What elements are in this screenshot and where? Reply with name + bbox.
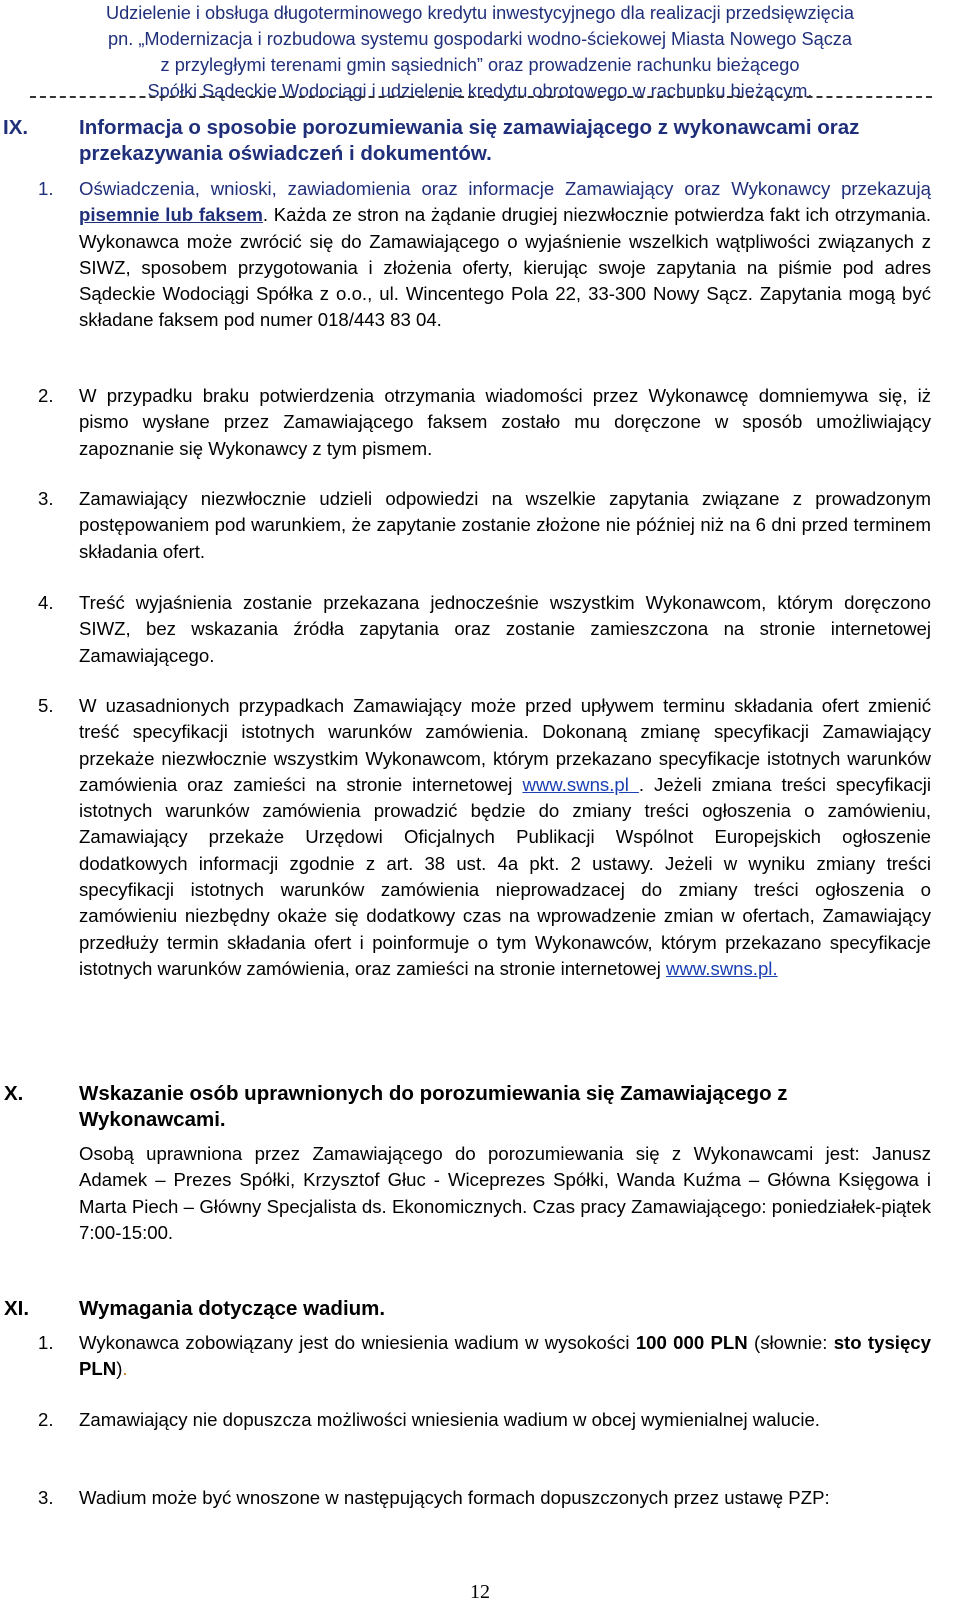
section-ix-number: IX. bbox=[3, 116, 29, 139]
ix-item-5-part-b: . Jeżeli zmiana treści specyfikacji istotnych warunków zamówienia prowadzić będzie do zmiany treści ogłoszenia o zamówieniu, Zamawiający przekaże Urzędowi Oficjalnych Publikacji Wspólnot Europejskich ogłoszenie dodatkowych informacji zgodnie z art. 38 ust. 4a pkt. 2 ustawy. Jeżeli w wyniku zmiany treści specyfikacji istotnych warunków zamówienia nieprowadzacej do zmiany treści ogłoszenia o zamówieniu niezbędny okaże się dodatkowy czas na wprowadzenie zmian w ofertach, Zamawiający przedłuży termin składania ofert i poinformuje o tym Wykonawców, którym przekazano specyfikacje istotnych warunków zamówienia, oraz zamieści na stronie internetowej bbox=[79, 773, 932, 979]
ix-item-3-text: Zamawiający niezwłocznie udzieli odpowiedzi na wszelkie zapytania związane z prowadzonym postępowaniem pod warunkiem, że zapytanie zostanie złożone nie później niż na 6 dni przed terminem składania ofert. bbox=[79, 488, 931, 562]
xi-item-1-number: 1. bbox=[38, 1332, 54, 1353]
document-header bbox=[0, 0, 960, 104]
section-x-number: X. bbox=[4, 1082, 24, 1105]
xi-item-2-number: 2. bbox=[38, 1409, 54, 1430]
ix-item-2-text: W przypadku braku potwierdzenia otrzymania wiadomości przez Wykonawcę domniemywa się, iż pismo wysłane przez Zamawiającego faksem zostało mu doręczone w sposób umożliwiający zapoznanie się Wykonawcy z tym pismem. bbox=[79, 385, 931, 459]
section-xi-number: XI. bbox=[4, 1297, 30, 1320]
xi-item-1-text bbox=[79, 1330, 931, 1383]
ix-item-5-number: 5. bbox=[38, 695, 54, 716]
ix-item-3-number: 3. bbox=[38, 488, 54, 509]
wadium-amount-words: sto tysięcy PLN bbox=[79, 1332, 931, 1380]
xi-item-1-part-c: (słownie: bbox=[747, 1332, 834, 1353]
swns-link-1[interactable]: www.swns.pl bbox=[522, 773, 639, 795]
ix-item-5-text bbox=[79, 693, 931, 982]
page-number: 12 bbox=[470, 1581, 490, 1603]
wadium-amount: 100 000 PLN bbox=[635, 1332, 748, 1353]
header-line-4: Spółki Sądeckie Wodociągi i udzielenie kredytu obrotowego w rachunku bieżącym. bbox=[147, 81, 813, 101]
header-line-3: z przyległymi terenami gmin sąsiednich” oraz prowadzenie rachunku bieżącego bbox=[160, 55, 800, 75]
ix-item-4-text: Treść wyjaśnienia zostanie przekazana jednocześnie wszystkim Wykonawcom, którym doręczono SIWZ, bez wskazania źródła zapytania oraz zostanie zamieszczona na stronie internetowej Zamawiającego. bbox=[79, 592, 931, 666]
ix-item-1-part-c: . Każda ze stron na żądanie drugiej niezwłocznie potwierdza fakt ich otrzymania. Wykonawca może zwrócić się do Zamawiającego o wyjaśnienie wszelkich wątpliwości związanych z SIWZ, sposobem przygotowania i złożenia oferty, kierując swoje zapytania na piśmie pod adres Sądeckie Wodociągi Spółka z o.o., ul. Wincentego Pola 22, 33-300 Nowy Sącz. Zapytania mogą być składane faksem pod numer 018/443 83 04. bbox=[79, 204, 931, 331]
xi-item-1-part-a: Wykonawca zobowiązany jest do wniesienia wadium w wysokości bbox=[79, 1332, 636, 1353]
header-line-2: pn. „Modernizacja i rozbudowa systemu gospodarki wodno-ściekowej Miasta Nowego Sącza bbox=[107, 29, 853, 49]
ix-item-1-number: 1. bbox=[38, 178, 54, 199]
ix-item-5-part-a: W uzasadnionych przypadkach Zamawiający może przed upływem terminu składania ofert zmienić treść specyfikacji istotnych warunków zamówienia. Dokonaną zmianę specyfikacji Zamawiający przekaże niezwłocznie wszystkim Wykonawcom, którym przekazano specyfikacje istotnych warunków zamówienia oraz zamieści na stronie internetowej bbox=[79, 695, 931, 795]
section-x-title: Wskazanie osób uprawnionych do porozumiewania się Zamawiającego z Wykonawcami. bbox=[79, 1082, 788, 1131]
header-divider bbox=[30, 96, 932, 98]
section-xi-title: Wymagania dotyczące wadium. bbox=[79, 1297, 386, 1320]
xi-item-3-number: 3. bbox=[38, 1487, 54, 1508]
ix-item-1-part-a: Oświadczenia, wnioski, zawiadomienia oraz informacje Zamawiający oraz Wykonawcy przekazują bbox=[79, 178, 931, 199]
xi-item-3-text: Wadium może być wnoszone w następujących formach dopuszczonych przez ustawę PZP: bbox=[79, 1487, 830, 1508]
xi-item-1-part-e: ) bbox=[116, 1358, 123, 1380]
header-line-1: Udzielenie i obsługa długoterminowego kredytu inwestycyjnego dla realizacji przedsięwzięcia bbox=[105, 3, 855, 23]
ix-item-1-emphasis: pisemnie lub faksem bbox=[79, 204, 263, 226]
ix-item-1-text bbox=[79, 176, 931, 334]
ix-item-2-number: 2. bbox=[38, 385, 54, 406]
xi-item-1-period: . bbox=[122, 1358, 128, 1380]
xi-item-2-text: Zamawiający nie dopuszcza możliwości wniesienia wadium w obcej wymienialnej walucie. bbox=[79, 1409, 820, 1430]
swns-link-2[interactable]: www.swns.pl. bbox=[666, 957, 778, 979]
ix-item-4-number: 4. bbox=[38, 592, 54, 613]
section-x-text: Osobą uprawniona przez Zamawiającego do porozumiewania się z Wykonawcami jest: Janusz Adamek – Prezes Spółki, Krzysztof Głuc - Wiceprezes Spółki, Wanda Kuźma – Główna Księgowa i Marta Piech – Główny Specjalista ds. Ekonomicznych. Czas pracy Zamawiającego: poniedziałek-piątek 7:00-15:00. bbox=[79, 1143, 931, 1243]
section-ix-title: Informacja o sposobie porozumiewania się zamawiającego z wykonawcami oraz przekazywania oświadczeń i dokumentów. bbox=[79, 116, 860, 165]
